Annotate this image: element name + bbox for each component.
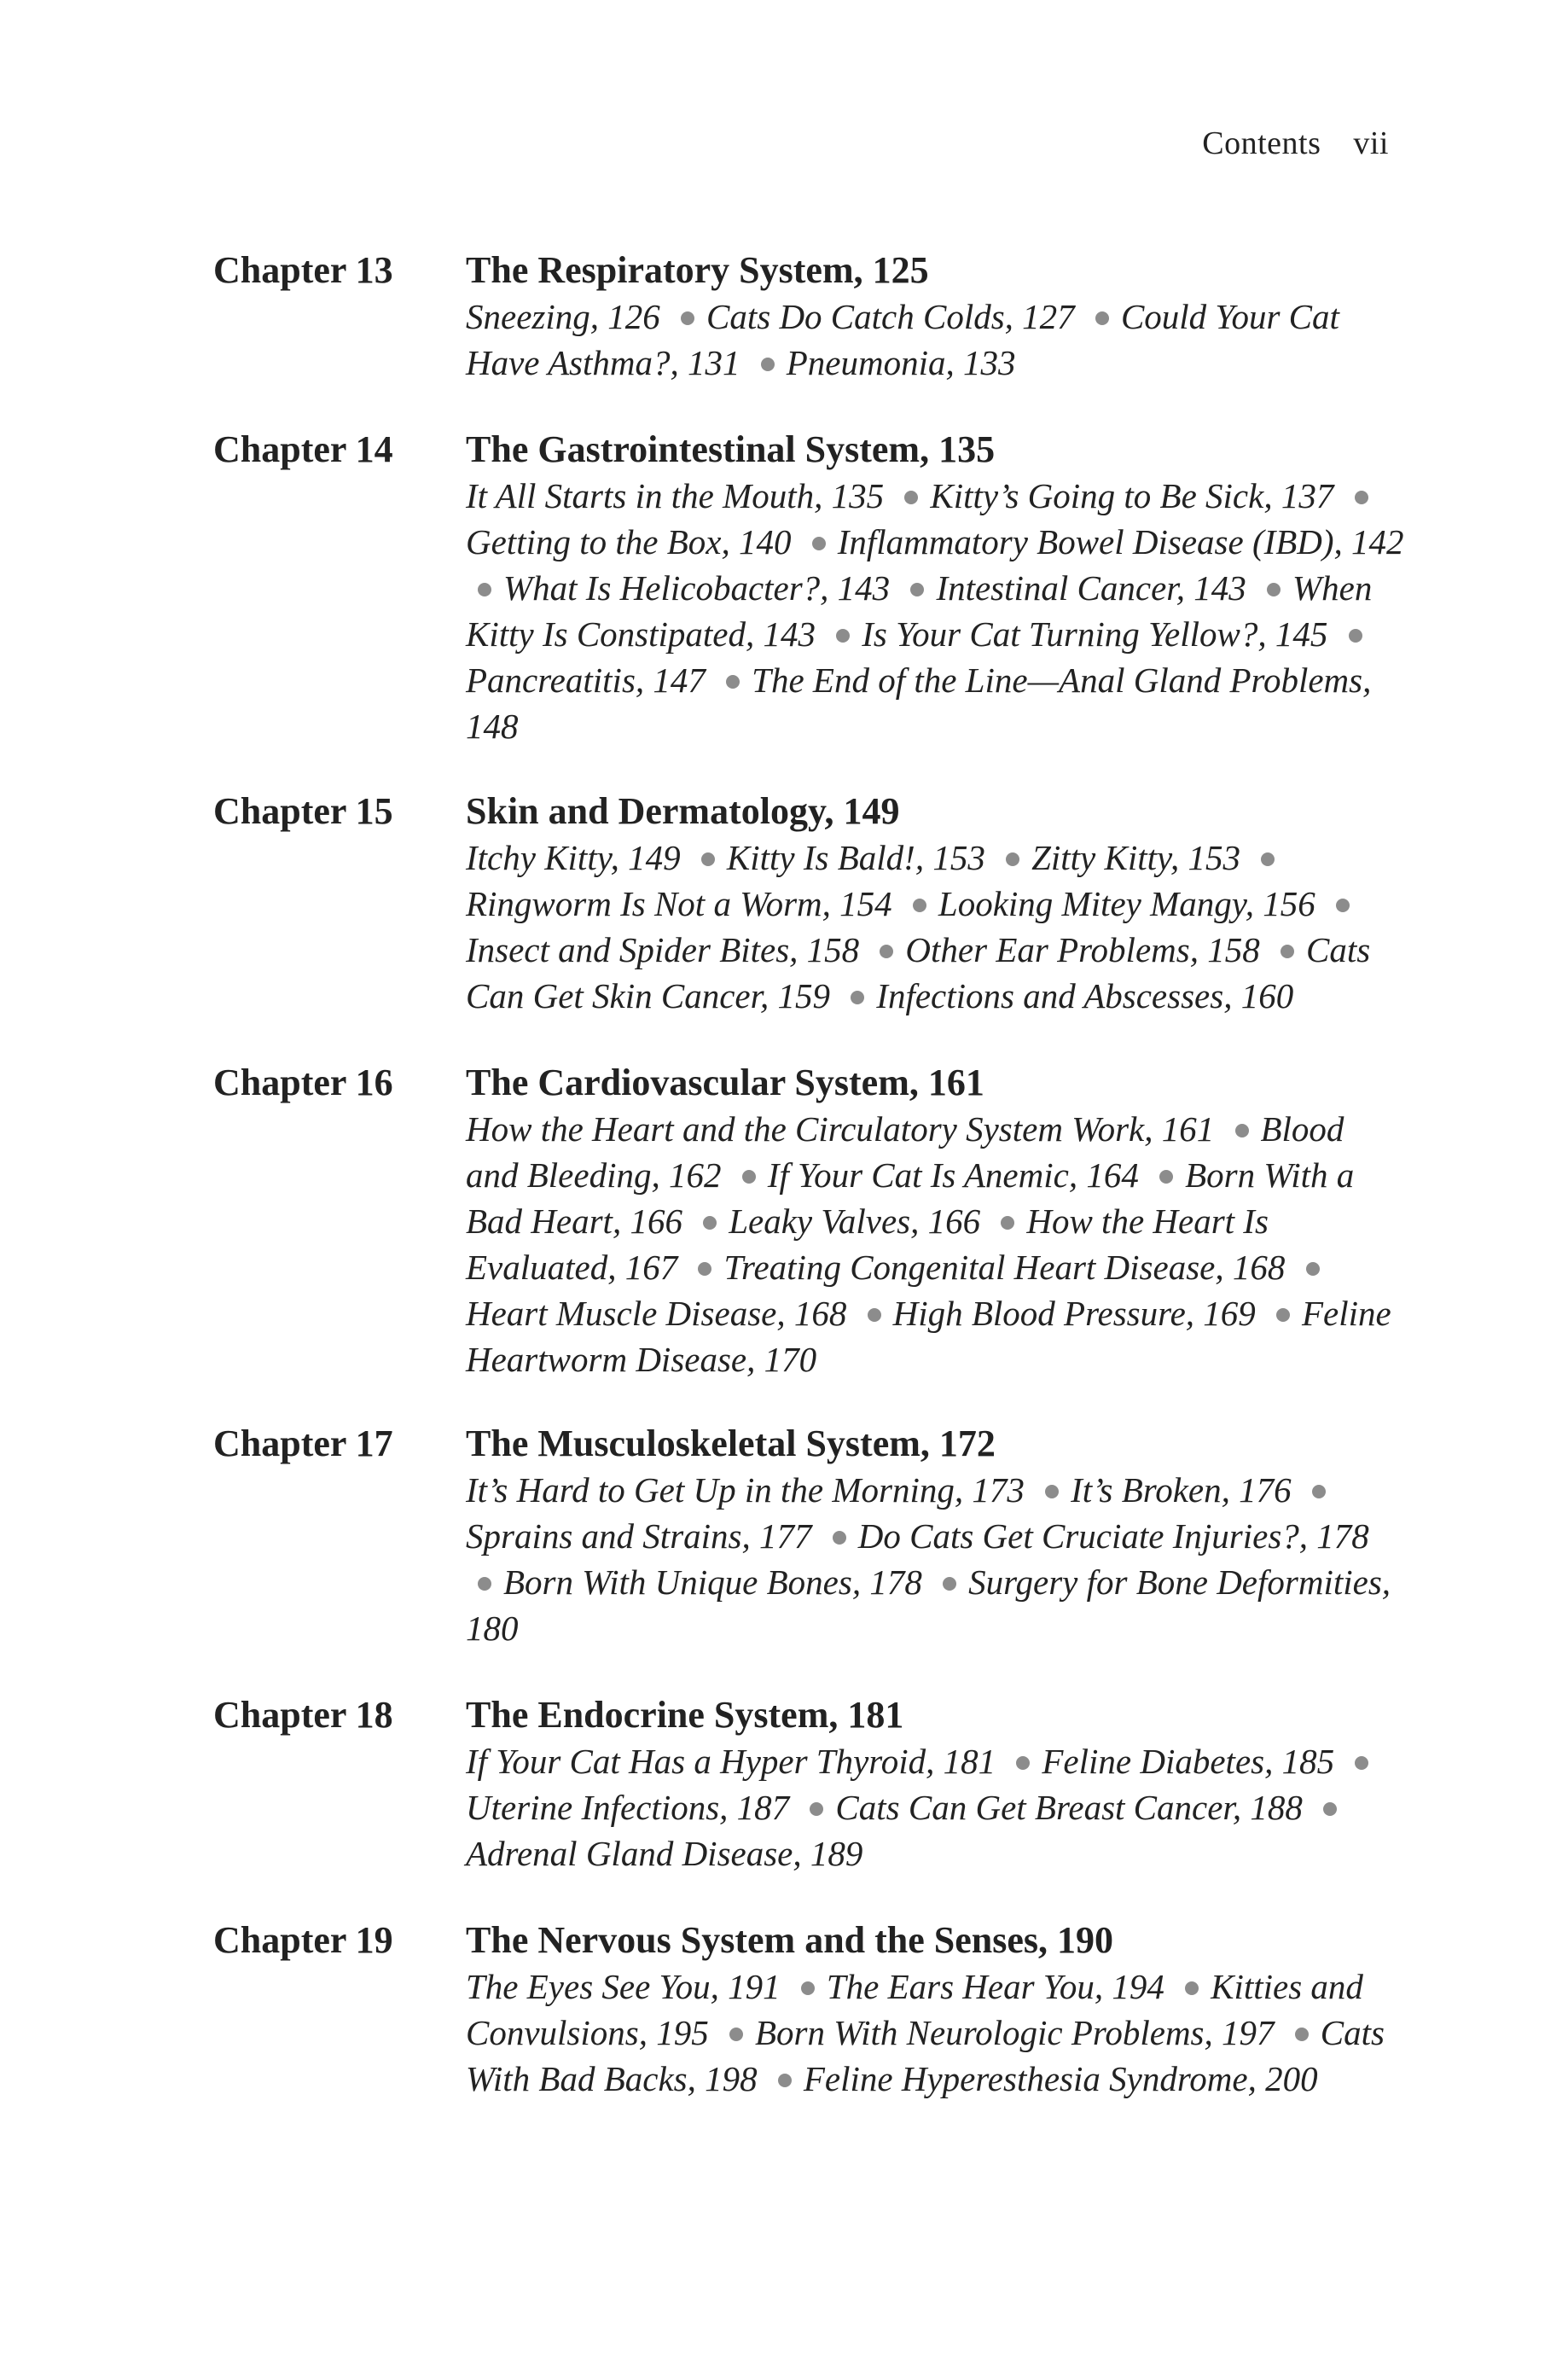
section-entry[interactable]: Surgery for Bone Deformities, 180 [466,1562,1391,1648]
section-entry[interactable]: Uterine Infections, 187 [466,1788,790,1827]
section-entry[interactable]: Infections and Abscesses, 160 [876,976,1294,1015]
bullet-separator-icon [1281,945,1294,958]
section-entry[interactable]: Other Ear Problems, 158 [905,930,1260,969]
bullet-separator-icon [810,1802,823,1816]
bullet-separator-icon [742,1170,756,1184]
section-list [466,835,1404,1019]
section-list [466,294,1404,386]
section-entry[interactable]: Feline Heartworm Disease, 170 [466,1294,1391,1379]
bullet-separator-icon [1306,1262,1320,1276]
bullet-separator-icon [1159,1170,1173,1184]
bullet-separator-icon [1267,583,1281,596]
section-entry[interactable]: How the Heart and the Circulatory System Work, 161 [466,1109,1215,1149]
bullet-separator-icon [812,537,826,550]
chapter-label: Chapter 15 [213,790,393,832]
section-entry[interactable]: Ringworm Is Not a Worm, 154 [466,884,892,923]
section-entry[interactable]: Born With Neurologic Problems, 197 [755,2013,1275,2052]
bullet-separator-icon [913,899,926,912]
chapter-title[interactable]: Skin and Dermatology, 149 [466,790,900,832]
bullet-separator-icon [1312,1485,1326,1498]
chapter-title[interactable]: The Nervous System and the Senses, 190 [466,1919,1114,1961]
bullet-separator-icon [836,629,850,643]
bullet-separator-icon [868,1308,881,1322]
bullet-separator-icon [880,945,893,958]
section-entry[interactable]: Getting to the Box, 140 [466,522,792,561]
section-entry[interactable]: If Your Cat Has a Hyper Thyroid, 181 [466,1742,996,1781]
section-entry[interactable]: Heart Muscle Disease, 168 [466,1294,847,1333]
bullet-separator-icon [1045,1485,1059,1498]
section-entry[interactable]: Cats Can Get Breast Cancer, 188 [835,1788,1303,1827]
section-list [466,1964,1404,2102]
chapter-label: Chapter 13 [213,249,393,291]
section-entry[interactable]: It’s Hard to Get Up in the Morning, 173 [466,1470,1025,1510]
chapter-title[interactable]: The Endocrine System, 181 [466,1694,904,1736]
bullet-separator-icon [726,675,740,689]
section-list [466,473,1404,749]
section-entry[interactable]: Feline Hyperesthesia Syndrome, 200 [803,2059,1318,2098]
section-entry[interactable]: Born With a Bad Heart, 166 [466,1155,1355,1241]
bullet-separator-icon [1355,1756,1368,1770]
bullet-separator-icon [478,583,491,596]
chapter-body [466,1421,1404,1651]
bullet-separator-icon [698,1262,711,1276]
section-entry[interactable]: Pancreatitis, 147 [466,660,706,700]
section-entry[interactable]: Inflammatory Bowel Disease (IBD), 142 [837,522,1404,561]
section-entry[interactable]: Kitty’s Going to Be Sick, 137 [930,476,1334,515]
bullet-separator-icon [1185,1981,1199,1995]
section-entry[interactable]: Cats Do Catch Colds, 127 [706,297,1075,336]
bullet-separator-icon [1235,1124,1249,1137]
bullet-separator-icon [701,852,715,866]
section-entry[interactable]: When Kitty Is Constipated, 143 [466,568,1373,654]
bullet-separator-icon [761,358,775,371]
bullet-separator-icon [1001,1216,1014,1230]
bullet-separator-icon [1006,852,1019,866]
chapter-label: Chapter 14 [213,428,393,470]
bullet-separator-icon [1323,1802,1337,1816]
chapter-body [466,427,1404,749]
section-entry[interactable]: Adrenal Gland Disease, 189 [466,1834,863,1873]
section-entry[interactable]: It’s Broken, 176 [1071,1470,1292,1510]
section-entry[interactable]: Intestinal Cancer, 143 [936,568,1246,608]
chapter-body [466,1917,1404,2102]
chapter-body [466,247,1404,386]
bullet-separator-icon [703,1216,717,1230]
bullet-separator-icon [1349,629,1362,643]
bullet-separator-icon [478,1577,491,1591]
section-entry[interactable]: Itchy Kitty, 149 [466,838,681,877]
section-entry[interactable]: Treating Congenital Heart Disease, 168 [723,1248,1286,1287]
bullet-separator-icon [910,583,924,596]
chapter-label: Chapter 19 [213,1919,393,1961]
section-entry[interactable]: Sneezing, 126 [466,297,660,336]
section-entry[interactable]: What Is Helicobacter?, 143 [503,568,891,608]
bullet-separator-icon [1016,1756,1030,1770]
section-entry[interactable]: It All Starts in the Mouth, 135 [466,476,885,515]
chapter-body [466,1060,1404,1382]
section-entry[interactable]: If Your Cat Is Anemic, 164 [767,1155,1139,1195]
bullet-separator-icon [729,2028,743,2041]
chapter-body [466,788,1404,1019]
section-entry[interactable]: Cats With Bad Backs, 198 [466,2013,1385,2098]
section-entry[interactable]: Born With Unique Bones, 178 [503,1562,922,1602]
section-entry[interactable]: The End of the Line—Anal Gland Problems, 148 [466,660,1372,746]
section-list [466,1106,1404,1382]
section-entry[interactable]: Cats Can Get Skin Cancer, 159 [466,930,1371,1015]
bullet-separator-icon [1336,899,1350,912]
chapter-label: Chapter 16 [213,1062,393,1103]
bullet-separator-icon [801,1981,815,1995]
section-entry[interactable]: Is Your Cat Turning Yellow?, 145 [862,614,1328,654]
bullet-separator-icon [904,491,918,504]
bullet-separator-icon [943,1577,956,1591]
running-head-title: Contents [1202,125,1321,161]
section-entry[interactable]: Feline Diabetes, 185 [1042,1742,1335,1781]
section-entry[interactable]: Could Your Cat Have Asthma?, 131 [466,297,1339,382]
section-entry[interactable]: Kitty Is Bald!, 153 [726,838,985,877]
chapter-title[interactable]: The Musculoskeletal System, 172 [466,1423,996,1464]
section-entry[interactable]: Pneumonia, 133 [786,343,1016,382]
bullet-separator-icon [1355,491,1368,504]
section-entry[interactable]: The Eyes See You, 191 [466,1967,781,2006]
chapter-body [466,1692,1404,1876]
bullet-separator-icon [1261,852,1275,866]
section-list [466,1738,1404,1876]
section-entry[interactable]: Looking Mitey Mangy, 156 [938,884,1315,923]
section-entry[interactable]: Blood and Bleeding, 162 [466,1109,1344,1195]
bullet-separator-icon [1276,1308,1290,1322]
chapter-title[interactable]: The Respiratory System, 125 [466,249,929,291]
section-entry[interactable]: Kitties and Convulsions, 195 [466,1967,1363,2052]
chapter-label: Chapter 17 [213,1423,393,1464]
chapter-title[interactable]: The Cardiovascular System, 161 [466,1062,984,1103]
bullet-separator-icon [1095,311,1109,325]
section-entry[interactable]: High Blood Pressure, 169 [892,1294,1256,1333]
section-entry[interactable]: Zitty Kitty, 153 [1031,838,1240,877]
section-entry[interactable]: How the Heart Is Evaluated, 167 [466,1201,1269,1287]
bullet-separator-icon [1295,2028,1309,2041]
running-head [1202,125,1389,162]
section-list [466,1467,1404,1651]
section-entry[interactable]: Leaky Valves, 166 [729,1201,981,1241]
bullet-separator-icon [778,2074,792,2087]
page-number: vii [1353,125,1389,161]
bullet-separator-icon [681,311,694,325]
section-entry[interactable]: Do Cats Get Cruciate Injuries?, 178 [857,1516,1369,1556]
section-entry[interactable]: The Ears Hear You, 194 [826,1967,1164,2006]
section-entry[interactable]: Sprains and Strains, 177 [466,1516,812,1556]
bullet-separator-icon [833,1531,846,1545]
chapter-label: Chapter 18 [213,1694,393,1736]
section-entry[interactable]: Insect and Spider Bites, 158 [466,930,860,969]
bullet-separator-icon [851,991,864,1004]
chapter-title[interactable]: The Gastrointestinal System, 135 [466,428,996,470]
